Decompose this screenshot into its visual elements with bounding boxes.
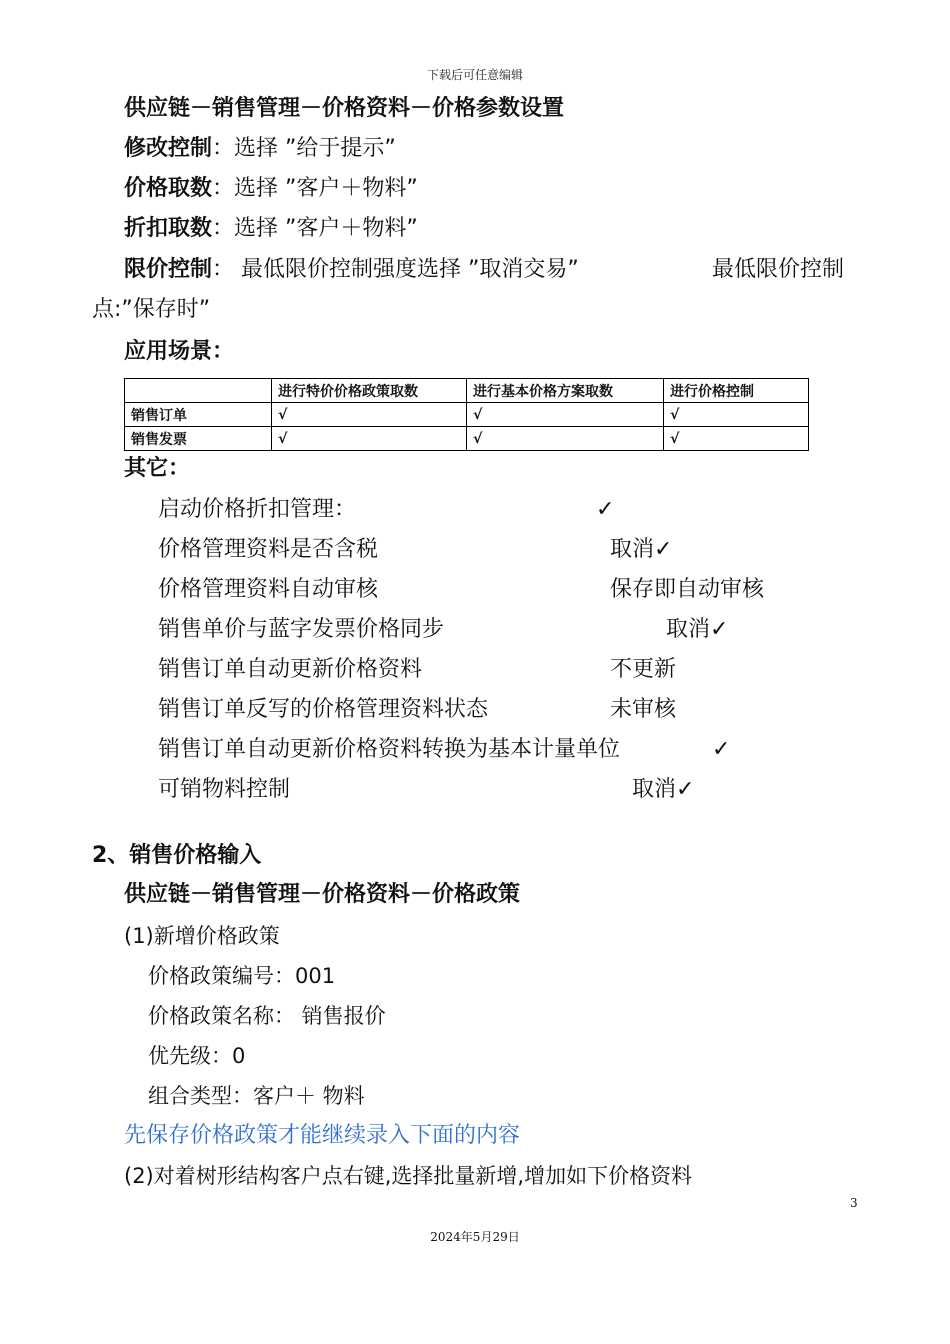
option-value: 未审核 xyxy=(610,697,677,722)
page-number: 3 xyxy=(850,1196,858,1210)
policy-field: 价格政策名称： 销售报价 xyxy=(148,1004,386,1028)
table-row xyxy=(125,403,809,427)
footer-date: 2024年5月29日 xyxy=(430,1230,520,1244)
option-label: 价格管理资料是否含税 xyxy=(158,537,379,562)
option-value: 不更新 xyxy=(610,657,677,682)
option-label: 销售单价与蓝字发票价格同步 xyxy=(158,617,445,642)
param-label: 价格取数 xyxy=(124,176,213,201)
table-cell: 销售订单 xyxy=(125,403,272,427)
limit-tail: 最低限价控制 xyxy=(712,257,845,282)
table-header-cell: 进行价格控制 xyxy=(664,379,809,403)
option-label: 销售订单反写的价格管理资料状态 xyxy=(158,697,489,722)
note-highlight: 先保存价格政策才能继续录入下面的内容 xyxy=(124,1123,521,1148)
table-cell: √ xyxy=(664,403,809,427)
param-edit-control xyxy=(124,135,396,163)
param-discount-source xyxy=(124,215,418,243)
param-value: ： 最低限价控制强度选择 ”取消交易” xyxy=(212,257,579,282)
option-label: 可销物料控制 xyxy=(158,777,291,802)
step-1: (1)新增价格政策 xyxy=(124,924,280,948)
section-title: 2、销售价格输入 xyxy=(92,843,262,868)
param-label: 折扣取数 xyxy=(124,216,213,241)
scene-label: 应用场景： xyxy=(124,339,235,364)
policy-field: 价格政策编号：001 xyxy=(148,964,336,988)
table-header-row xyxy=(125,379,809,403)
param-price-source xyxy=(124,175,418,203)
param-label: 修改控制 xyxy=(124,136,213,161)
option-label: 销售订单自动更新价格资料转换为基本计量单位 xyxy=(158,737,621,762)
table-cell: √ xyxy=(664,427,809,451)
table-cell: √ xyxy=(467,403,664,427)
table-header-cell xyxy=(125,379,272,403)
path-heading-price-policy: 供应链－销售管理－价格资料－价格政策 xyxy=(124,882,521,907)
option-value: 取消✓ xyxy=(610,537,673,562)
option-value: ✓ xyxy=(596,497,615,522)
param-value: ：选择 ”给于提示” xyxy=(212,136,396,161)
option-value: ✓ xyxy=(712,737,731,762)
header-note: 下载后可任意编辑 xyxy=(426,68,523,82)
option-label: 销售订单自动更新价格资料 xyxy=(158,657,423,682)
param-label: 限价控制 xyxy=(124,257,213,282)
table-cell: √ xyxy=(272,403,467,427)
policy-field: 优先级：0 xyxy=(148,1044,246,1068)
param-value: ：选择 ”客户＋物料” xyxy=(212,176,418,201)
option-value: 取消✓ xyxy=(666,617,729,642)
scene-table xyxy=(124,378,809,451)
table-row xyxy=(125,427,809,451)
table-header-cell: 进行特价价格政策取数 xyxy=(272,379,467,403)
policy-field: 组合类型：客户＋ 物料 xyxy=(148,1084,365,1108)
table-cell: 销售发票 xyxy=(125,427,272,451)
step-2: (2)对着树形结构客户点右键,选择批量新增,增加如下价格资料 xyxy=(124,1164,693,1188)
param-limit-control xyxy=(124,256,579,284)
table-cell: √ xyxy=(467,427,664,451)
option-value: 取消✓ xyxy=(632,777,695,802)
limit-continuation: 点:”保存时” xyxy=(92,297,211,322)
table-header-cell: 进行基本价格方案取数 xyxy=(467,379,664,403)
table-cell: √ xyxy=(272,427,467,451)
other-label: 其它： xyxy=(124,456,191,481)
option-label: 启动价格折扣管理： xyxy=(158,497,357,522)
option-value: 保存即自动审核 xyxy=(610,577,765,602)
param-value: ：选择 ”客户＋物料” xyxy=(212,216,418,241)
option-label: 价格管理资料自动审核 xyxy=(158,577,379,602)
path-heading-price-params: 供应链－销售管理－价格资料－价格参数设置 xyxy=(124,96,565,121)
